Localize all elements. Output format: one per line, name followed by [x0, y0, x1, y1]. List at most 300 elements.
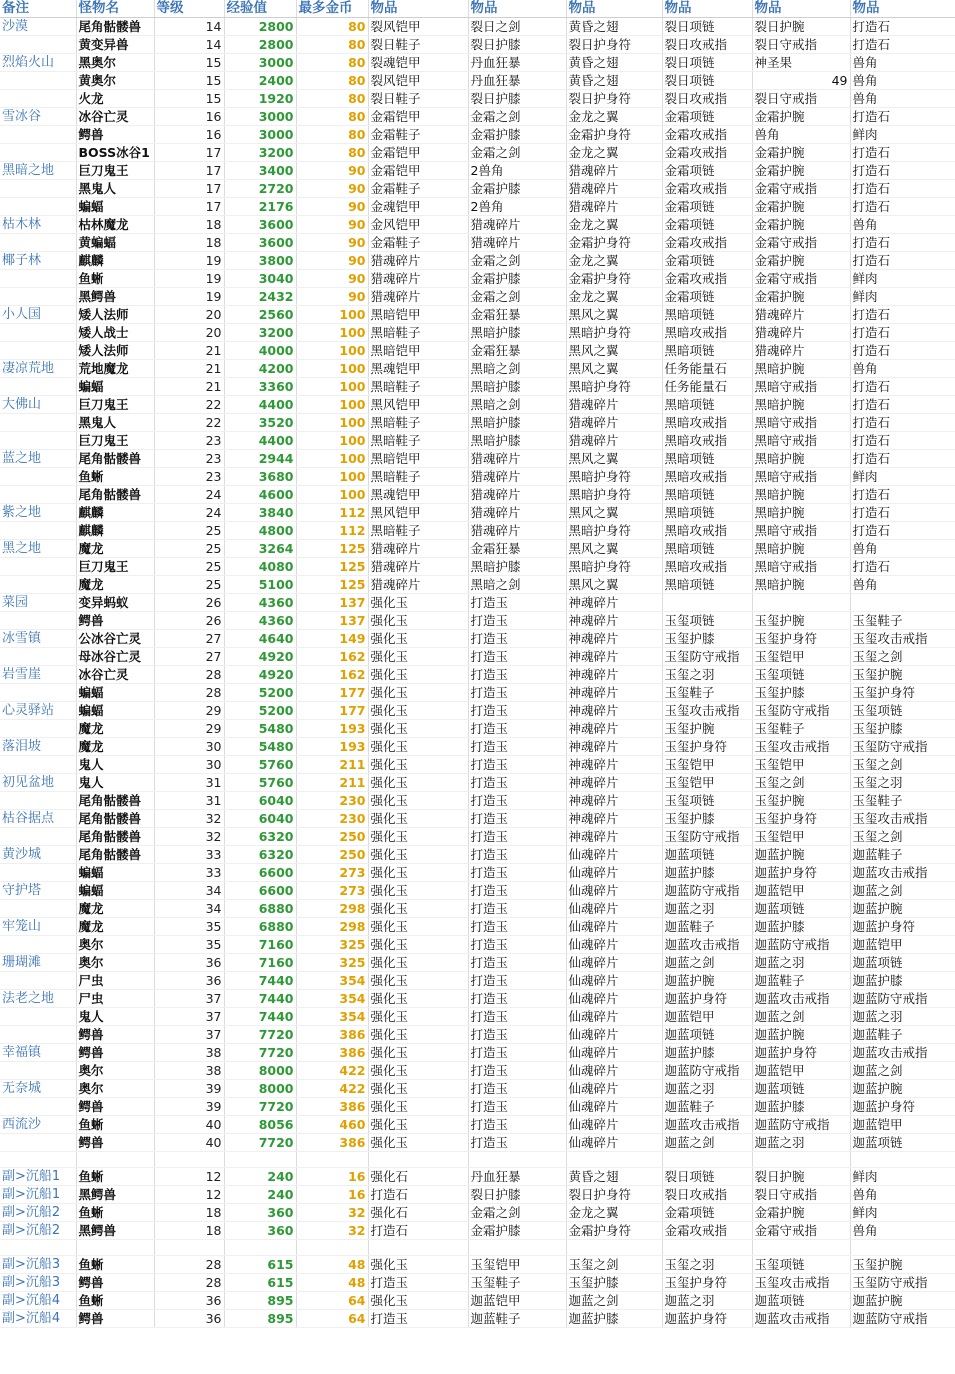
cell-note[interactable]	[0, 378, 76, 396]
cell-item2[interactable]	[468, 1240, 566, 1256]
cell-level[interactable]: 25	[154, 522, 224, 540]
cell-item5[interactable]: 玉玺之剑	[752, 774, 850, 792]
cell-exp[interactable]: 6040	[224, 792, 296, 810]
cell-item5[interactable]: 猎魂碎片	[752, 324, 850, 342]
cell-monster-name[interactable]: 黄蝙蝠	[76, 234, 154, 252]
cell-level[interactable]: 38	[154, 1062, 224, 1080]
cell-item5[interactable]: 玉玺防守戒指	[752, 702, 850, 720]
cell-item5[interactable]: 玉玺护膝	[752, 684, 850, 702]
cell-monster-name[interactable]: 麒麟	[76, 504, 154, 522]
cell-item3[interactable]: 神魂碎片	[566, 774, 662, 792]
cell-item6[interactable]: 鲜肉	[850, 1204, 955, 1222]
cell-item6[interactable]: 兽角	[850, 540, 955, 558]
cell-item2[interactable]: 金霜狂暴	[468, 540, 566, 558]
cell-item1[interactable]: 黑暗鞋子	[368, 378, 468, 396]
cell-level[interactable]: 31	[154, 774, 224, 792]
cell-item1[interactable]: 强化玉	[368, 954, 468, 972]
cell-item5[interactable]: 玉玺项链	[752, 666, 850, 684]
cell-item6[interactable]: 迦蓝护腕	[850, 1292, 955, 1310]
cell-level[interactable]: 19	[154, 270, 224, 288]
cell-level[interactable]: 19	[154, 252, 224, 270]
cell-exp[interactable]: 240	[224, 1168, 296, 1186]
cell-max-gold[interactable]: 460	[296, 1116, 368, 1134]
header-level[interactable]: 等级	[154, 0, 224, 18]
cell-max-gold[interactable]: 137	[296, 612, 368, 630]
cell-item4[interactable]: 迦蓝铠甲	[662, 1008, 752, 1026]
cell-max-gold[interactable]: 273	[296, 882, 368, 900]
cell-item3[interactable]: 金霜护身符	[566, 1222, 662, 1240]
cell-item6[interactable]: 打造石	[850, 504, 955, 522]
cell-item2[interactable]: 金霜护膝	[468, 126, 566, 144]
cell-item3[interactable]: 神魂碎片	[566, 648, 662, 666]
cell-item3[interactable]: 金霜护身符	[566, 270, 662, 288]
cell-note[interactable]: 枯谷据点	[0, 810, 76, 828]
cell-item2[interactable]: 裂日护膝	[468, 36, 566, 54]
cell-max-gold[interactable]: 354	[296, 990, 368, 1008]
cell-item5[interactable]: 迦蓝防守戒指	[752, 1116, 850, 1134]
cell-note[interactable]: 副>沉船2	[0, 1204, 76, 1222]
cell-item6[interactable]: 鲜肉	[850, 468, 955, 486]
cell-item1[interactable]: 强化玉	[368, 1134, 468, 1152]
cell-item3[interactable]: 猎魂碎片	[566, 432, 662, 450]
cell-item2[interactable]: 打造玉	[468, 702, 566, 720]
cell-monster-name[interactable]: 公冰谷亡灵	[76, 630, 154, 648]
cell-item1[interactable]	[368, 1240, 468, 1256]
cell-item5[interactable]: 玉玺鞋子	[752, 720, 850, 738]
cell-item5[interactable]: 黑暗护腕	[752, 540, 850, 558]
cell-item3[interactable]: 裂日护身符	[566, 36, 662, 54]
cell-item3[interactable]: 神魂碎片	[566, 666, 662, 684]
cell-note[interactable]: 凄凉荒地	[0, 360, 76, 378]
cell-item5[interactable]: 迦蓝护膝	[752, 918, 850, 936]
cell-note[interactable]	[0, 648, 76, 666]
cell-monster-name[interactable]	[76, 1240, 154, 1256]
cell-max-gold[interactable]: 298	[296, 918, 368, 936]
cell-exp[interactable]: 3000	[224, 126, 296, 144]
cell-item1[interactable]: 黑暗鞋子	[368, 522, 468, 540]
cell-exp[interactable]: 3840	[224, 504, 296, 522]
cell-max-gold[interactable]: 125	[296, 540, 368, 558]
cell-monster-name[interactable]: 黑鬼人	[76, 414, 154, 432]
cell-monster-name[interactable]: 鱼蜥	[76, 1204, 154, 1222]
cell-item6[interactable]: 迦蓝鞋子	[850, 846, 955, 864]
cell-max-gold[interactable]: 90	[296, 270, 368, 288]
cell-item1[interactable]: 黑暗鞋子	[368, 414, 468, 432]
cell-monster-name[interactable]: 黑鬼人	[76, 180, 154, 198]
cell-level[interactable]: 37	[154, 1026, 224, 1044]
cell-item4[interactable]: 裂日项链	[662, 1168, 752, 1186]
cell-max-gold[interactable]: 162	[296, 648, 368, 666]
cell-item4[interactable]: 金霜项链	[662, 252, 752, 270]
cell-item3[interactable]: 黑暗护身符	[566, 522, 662, 540]
cell-exp[interactable]: 8000	[224, 1062, 296, 1080]
cell-note[interactable]	[0, 792, 76, 810]
cell-item4[interactable]: 玉玺防守戒指	[662, 648, 752, 666]
cell-item2[interactable]: 打造玉	[468, 630, 566, 648]
cell-note[interactable]	[0, 486, 76, 504]
cell-item2[interactable]: 打造玉	[468, 1044, 566, 1062]
cell-item3[interactable]: 仙魂碎片	[566, 1098, 662, 1116]
cell-item4[interactable]: 金霜攻戒指	[662, 144, 752, 162]
cell-item2[interactable]	[468, 1152, 566, 1168]
cell-item3[interactable]: 仙魂碎片	[566, 936, 662, 954]
cell-item1[interactable]: 强化玉	[368, 1080, 468, 1098]
cell-item2[interactable]: 黑暗护膝	[468, 324, 566, 342]
cell-note[interactable]	[0, 936, 76, 954]
cell-item6[interactable]: 打造石	[850, 432, 955, 450]
cell-item6[interactable]: 打造石	[850, 144, 955, 162]
cell-item3[interactable]: 神魂碎片	[566, 720, 662, 738]
cell-monster-name[interactable]: 矮人法师	[76, 306, 154, 324]
cell-level[interactable]: 37	[154, 990, 224, 1008]
cell-item1[interactable]: 金霜鞋子	[368, 234, 468, 252]
cell-item5[interactable]: 玉玺攻击戒指	[752, 738, 850, 756]
cell-item4[interactable]: 迦蓝之羽	[662, 1080, 752, 1098]
cell-max-gold[interactable]: 193	[296, 738, 368, 756]
cell-max-gold[interactable]: 80	[296, 144, 368, 162]
cell-item2[interactable]: 金霜护膝	[468, 1222, 566, 1240]
cell-max-gold[interactable]: 48	[296, 1256, 368, 1274]
cell-item5[interactable]: 迦蓝护身符	[752, 864, 850, 882]
cell-monster-name[interactable]: 鳄兽	[76, 612, 154, 630]
cell-exp[interactable]: 2176	[224, 198, 296, 216]
cell-item4[interactable]: 金霜攻戒指	[662, 1222, 752, 1240]
cell-item4[interactable]: 裂日项链	[662, 54, 752, 72]
cell-item3[interactable]: 黄昏之翅	[566, 54, 662, 72]
cell-item1[interactable]: 强化玉	[368, 1116, 468, 1134]
cell-item4[interactable]: 玉玺铠甲	[662, 756, 752, 774]
cell-item3[interactable]: 猎魂碎片	[566, 414, 662, 432]
header-item4[interactable]: 物品	[662, 0, 752, 18]
cell-exp[interactable]: 3000	[224, 54, 296, 72]
cell-item2[interactable]: 金霜之剑	[468, 288, 566, 306]
cell-max-gold[interactable]: 90	[296, 288, 368, 306]
cell-note[interactable]: 黄沙城	[0, 846, 76, 864]
cell-level[interactable]: 15	[154, 72, 224, 90]
cell-level[interactable]: 40	[154, 1134, 224, 1152]
cell-level[interactable]: 36	[154, 1292, 224, 1310]
cell-note[interactable]	[0, 1240, 76, 1256]
cell-monster-name[interactable]: 巨刀鬼王	[76, 558, 154, 576]
cell-item5[interactable]: 迦蓝项链	[752, 1292, 850, 1310]
cell-item6[interactable]: 打造石	[850, 522, 955, 540]
cell-item6[interactable]: 迦蓝护膝	[850, 972, 955, 990]
cell-item4[interactable]: 金霜攻戒指	[662, 126, 752, 144]
cell-item5[interactable]: 兽角	[752, 126, 850, 144]
cell-item6[interactable]: 兽角	[850, 90, 955, 108]
cell-monster-name[interactable]: 鳄兽	[76, 1026, 154, 1044]
cell-level[interactable]: 17	[154, 198, 224, 216]
cell-note[interactable]: 落泪坡	[0, 738, 76, 756]
cell-max-gold[interactable]: 80	[296, 18, 368, 36]
cell-item2[interactable]: 打造玉	[468, 1098, 566, 1116]
cell-exp[interactable]: 4600	[224, 486, 296, 504]
cell-level[interactable]: 26	[154, 612, 224, 630]
cell-item3[interactable]: 仙魂碎片	[566, 846, 662, 864]
cell-note[interactable]	[0, 126, 76, 144]
cell-item5[interactable]: 黑暗守戒指	[752, 432, 850, 450]
cell-item4[interactable]: 任务能量石	[662, 360, 752, 378]
cell-item2[interactable]: 丹血狂暴	[468, 1168, 566, 1186]
cell-note[interactable]	[0, 234, 76, 252]
cell-item3[interactable]: 仙魂碎片	[566, 990, 662, 1008]
cell-item6[interactable]: 迦蓝护身符	[850, 918, 955, 936]
cell-item6[interactable]: 打造石	[850, 18, 955, 36]
cell-max-gold[interactable]: 90	[296, 234, 368, 252]
cell-exp[interactable]: 4800	[224, 522, 296, 540]
cell-item1[interactable]: 强化玉	[368, 612, 468, 630]
cell-exp[interactable]: 7720	[224, 1134, 296, 1152]
cell-item4[interactable]: 迦蓝护膝	[662, 864, 752, 882]
cell-monster-name[interactable]: 魔龙	[76, 576, 154, 594]
cell-note[interactable]: 副>沉船1	[0, 1168, 76, 1186]
cell-monster-name[interactable]: 荒地魔龙	[76, 360, 154, 378]
cell-item6[interactable]: 玉玺鞋子	[850, 612, 955, 630]
cell-item3[interactable]: 黑风之翼	[566, 360, 662, 378]
cell-item5[interactable]: 玉玺攻击戒指	[752, 1274, 850, 1292]
cell-exp[interactable]: 3200	[224, 324, 296, 342]
cell-item2[interactable]: 黑暗护膝	[468, 378, 566, 396]
cell-monster-name[interactable]: 鱼蜥	[76, 1168, 154, 1186]
cell-item1[interactable]: 黑暗铠甲	[368, 450, 468, 468]
cell-monster-name[interactable]: 黑奥尔	[76, 54, 154, 72]
cell-item3[interactable]: 金龙之翼	[566, 288, 662, 306]
cell-exp[interactable]: 895	[224, 1292, 296, 1310]
cell-item2[interactable]: 打造玉	[468, 1134, 566, 1152]
cell-item4[interactable]: 迦蓝防守戒指	[662, 882, 752, 900]
cell-level[interactable]: 34	[154, 882, 224, 900]
cell-item4[interactable]: 玉玺鞋子	[662, 684, 752, 702]
cell-item1[interactable]: 金霜鞋子	[368, 126, 468, 144]
cell-exp[interactable]: 3400	[224, 162, 296, 180]
header-item2[interactable]: 物品	[468, 0, 566, 18]
cell-item1[interactable]: 强化玉	[368, 900, 468, 918]
cell-level[interactable]: 23	[154, 450, 224, 468]
cell-item3[interactable]: 仙魂碎片	[566, 1062, 662, 1080]
cell-item4[interactable]: 金霜攻戒指	[662, 270, 752, 288]
cell-item1[interactable]: 金魂铠甲	[368, 198, 468, 216]
cell-item1[interactable]: 强化玉	[368, 810, 468, 828]
cell-monster-name[interactable]: 黑鳄兽	[76, 1222, 154, 1240]
cell-item3[interactable]: 黄昏之翅	[566, 18, 662, 36]
cell-item3[interactable]: 黑风之翼	[566, 504, 662, 522]
cell-item5[interactable]: 玉玺护腕	[752, 612, 850, 630]
cell-item5[interactable]: 迦蓝护膝	[752, 1098, 850, 1116]
cell-note[interactable]: 副>沉船3	[0, 1274, 76, 1292]
cell-item2[interactable]: 猎魂碎片	[468, 504, 566, 522]
cell-item6[interactable]: 鲜肉	[850, 270, 955, 288]
cell-item2[interactable]: 金霜护膝	[468, 270, 566, 288]
cell-item4[interactable]: 黑暗项链	[662, 504, 752, 522]
cell-exp[interactable]: 240	[224, 1186, 296, 1204]
header-note[interactable]: 备注	[0, 0, 76, 18]
cell-monster-name[interactable]: 奥尔	[76, 1062, 154, 1080]
cell-level[interactable]: 25	[154, 558, 224, 576]
cell-item5[interactable]: 迦蓝之剑	[752, 1008, 850, 1026]
cell-exp[interactable]: 2800	[224, 36, 296, 54]
cell-item3[interactable]: 仙魂碎片	[566, 954, 662, 972]
cell-item4[interactable]: 黑暗项链	[662, 450, 752, 468]
cell-note[interactable]	[0, 522, 76, 540]
cell-note[interactable]: 紫之地	[0, 504, 76, 522]
cell-item6[interactable]: 兽角	[850, 576, 955, 594]
cell-item6[interactable]: 玉玺防守戒指	[850, 738, 955, 756]
cell-monster-name[interactable]: 鱼蜥	[76, 1116, 154, 1134]
cell-item6[interactable]: 迦蓝项链	[850, 1134, 955, 1152]
cell-max-gold[interactable]: 90	[296, 252, 368, 270]
cell-item2[interactable]: 打造玉	[468, 666, 566, 684]
cell-level[interactable]: 30	[154, 738, 224, 756]
cell-item6[interactable]: 打造石	[850, 396, 955, 414]
cell-note[interactable]	[0, 756, 76, 774]
cell-item5[interactable]: 迦蓝项链	[752, 900, 850, 918]
cell-item1[interactable]: 打造玉	[368, 1310, 468, 1328]
cell-note[interactable]	[0, 864, 76, 882]
cell-item4[interactable]: 任务能量石	[662, 378, 752, 396]
cell-exp[interactable]: 4000	[224, 342, 296, 360]
cell-item3[interactable]: 仙魂碎片	[566, 1026, 662, 1044]
cell-item1[interactable]: 金霜铠甲	[368, 162, 468, 180]
cell-item2[interactable]: 打造玉	[468, 936, 566, 954]
cell-exp[interactable]: 4920	[224, 666, 296, 684]
cell-item2[interactable]: 打造玉	[468, 828, 566, 846]
cell-item1[interactable]: 强化玉	[368, 630, 468, 648]
cell-level[interactable]: 32	[154, 828, 224, 846]
cell-item6[interactable]: 玉玺护腕	[850, 666, 955, 684]
cell-item2[interactable]: 黑暗之剑	[468, 576, 566, 594]
cell-level[interactable]: 34	[154, 900, 224, 918]
cell-item6[interactable]: 打造石	[850, 180, 955, 198]
cell-level[interactable]: 18	[154, 1204, 224, 1222]
cell-item6[interactable]: 鲜肉	[850, 288, 955, 306]
cell-item5[interactable]: 金霜守戒指	[752, 180, 850, 198]
cell-max-gold[interactable]: 112	[296, 504, 368, 522]
cell-item1[interactable]: 金霜铠甲	[368, 108, 468, 126]
cell-note[interactable]	[0, 414, 76, 432]
cell-item4[interactable]: 黑暗项链	[662, 306, 752, 324]
cell-item2[interactable]: 打造玉	[468, 900, 566, 918]
cell-item5[interactable]: 裂日护腕	[752, 1168, 850, 1186]
cell-item4[interactable]: 裂日项链	[662, 72, 752, 90]
cell-level[interactable]: 16	[154, 126, 224, 144]
cell-item6[interactable]: 迦蓝护腕	[850, 900, 955, 918]
cell-item1[interactable]: 金霜鞋子	[368, 180, 468, 198]
cell-exp[interactable]: 7160	[224, 936, 296, 954]
cell-item1[interactable]: 强化石	[368, 1168, 468, 1186]
cell-exp[interactable]: 5100	[224, 576, 296, 594]
cell-item2[interactable]: 打造玉	[468, 774, 566, 792]
cell-item5[interactable]: 玉玺护身符	[752, 630, 850, 648]
cell-item4[interactable]: 玉玺护身符	[662, 738, 752, 756]
header-item6[interactable]: 物品	[850, 0, 955, 18]
cell-max-gold[interactable]: 80	[296, 54, 368, 72]
cell-item4[interactable]: 黑暗攻戒指	[662, 558, 752, 576]
cell-item5[interactable]: 玉玺铠甲	[752, 648, 850, 666]
cell-item3[interactable]: 神魂碎片	[566, 828, 662, 846]
cell-note[interactable]	[0, 72, 76, 90]
cell-item6[interactable]: 兽角	[850, 360, 955, 378]
cell-level[interactable]: 20	[154, 324, 224, 342]
cell-item2[interactable]: 金霜护膝	[468, 180, 566, 198]
cell-note[interactable]: 幸福镇	[0, 1044, 76, 1062]
cell-exp[interactable]: 3520	[224, 414, 296, 432]
cell-level[interactable]	[154, 1240, 224, 1256]
cell-item1[interactable]: 强化玉	[368, 1044, 468, 1062]
cell-item5[interactable]: 神圣果	[752, 54, 850, 72]
cell-item2[interactable]: 打造玉	[468, 1062, 566, 1080]
cell-level[interactable]: 38	[154, 1044, 224, 1062]
cell-monster-name[interactable]: 鱼蜥	[76, 270, 154, 288]
cell-item4[interactable]: 迦蓝攻击戒指	[662, 1116, 752, 1134]
cell-item4[interactable]	[662, 594, 752, 612]
cell-item1[interactable]: 猎魂碎片	[368, 270, 468, 288]
cell-max-gold[interactable]: 386	[296, 1026, 368, 1044]
cell-item3[interactable]: 金龙之翼	[566, 216, 662, 234]
cell-level[interactable]: 14	[154, 18, 224, 36]
cell-item6[interactable]: 打造石	[850, 414, 955, 432]
cell-item5[interactable]: 金霜守戒指	[752, 270, 850, 288]
cell-exp[interactable]: 2800	[224, 18, 296, 36]
cell-note[interactable]: 小人国	[0, 306, 76, 324]
cell-level[interactable]	[154, 1152, 224, 1168]
cell-level[interactable]: 16	[154, 108, 224, 126]
cell-monster-name[interactable]: 尾角骷髅兽	[76, 846, 154, 864]
cell-monster-name[interactable]: 蝙蝠	[76, 864, 154, 882]
cell-item5[interactable]: 迦蓝攻击戒指	[752, 1310, 850, 1328]
cell-item4[interactable]: 裂日项链	[662, 18, 752, 36]
cell-monster-name[interactable]: 蝙蝠	[76, 198, 154, 216]
cell-item1[interactable]: 强化玉	[368, 648, 468, 666]
cell-max-gold[interactable]: 100	[296, 396, 368, 414]
cell-item5[interactable]: 黑暗守戒指	[752, 522, 850, 540]
cell-item1[interactable]: 黑魂铠甲	[368, 486, 468, 504]
cell-item2[interactable]: 打造玉	[468, 720, 566, 738]
cell-item2[interactable]: 金霜之剑	[468, 108, 566, 126]
cell-item3[interactable]: 仙魂碎片	[566, 1080, 662, 1098]
cell-item4[interactable]: 迦蓝护腕	[662, 972, 752, 990]
cell-exp[interactable]: 4640	[224, 630, 296, 648]
cell-exp[interactable]: 2560	[224, 306, 296, 324]
cell-item1[interactable]: 黑暗铠甲	[368, 342, 468, 360]
cell-exp[interactable]: 3680	[224, 468, 296, 486]
cell-exp[interactable]: 3360	[224, 378, 296, 396]
cell-item3[interactable]: 金龙之翼	[566, 108, 662, 126]
cell-item4[interactable]: 玉玺之羽	[662, 666, 752, 684]
cell-level[interactable]: 27	[154, 630, 224, 648]
cell-item1[interactable]: 强化玉	[368, 702, 468, 720]
cell-level[interactable]: 33	[154, 846, 224, 864]
cell-item3[interactable]	[566, 1240, 662, 1256]
cell-item3[interactable]: 金霜护身符	[566, 234, 662, 252]
cell-item4[interactable]	[662, 1152, 752, 1168]
cell-monster-name[interactable]: 尾角骷髅兽	[76, 486, 154, 504]
cell-item6[interactable]: 玉玺攻击戒指	[850, 810, 955, 828]
cell-note[interactable]: 黑暗之地	[0, 162, 76, 180]
cell-item2[interactable]: 金霜狂暴	[468, 342, 566, 360]
cell-item2[interactable]: 金霜之剑	[468, 252, 566, 270]
cell-item1[interactable]: 猎魂碎片	[368, 558, 468, 576]
cell-level[interactable]: 19	[154, 288, 224, 306]
cell-item2[interactable]: 猎魂碎片	[468, 522, 566, 540]
cell-note[interactable]	[0, 342, 76, 360]
cell-monster-name[interactable]: 魔龙	[76, 720, 154, 738]
cell-item6[interactable]: 打造石	[850, 108, 955, 126]
cell-exp[interactable]: 7440	[224, 972, 296, 990]
cell-item6[interactable]: 打造石	[850, 342, 955, 360]
cell-exp[interactable]: 6600	[224, 864, 296, 882]
cell-item4[interactable]: 黑暗攻戒指	[662, 324, 752, 342]
cell-item4[interactable]: 迦蓝防守戒指	[662, 1062, 752, 1080]
